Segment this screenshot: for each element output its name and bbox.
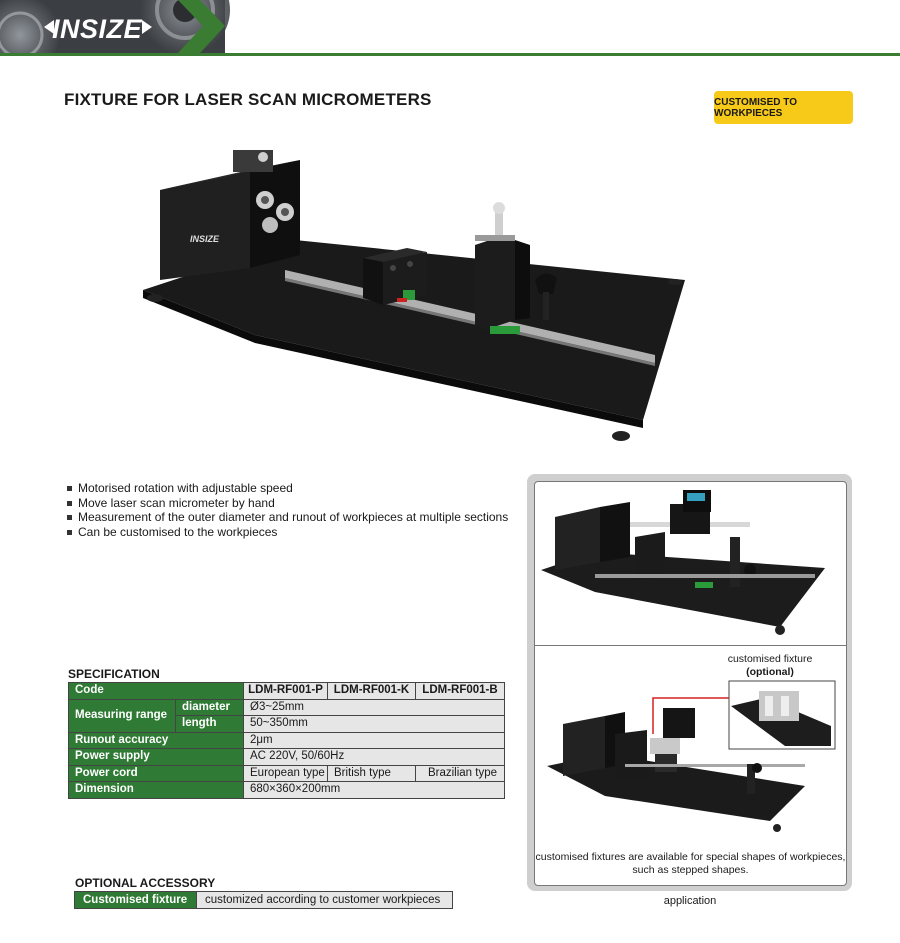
spec-power-cord-label: Power cord bbox=[69, 765, 244, 782]
header-rule bbox=[0, 53, 900, 56]
application-note bbox=[534, 851, 847, 877]
feature-item: Measurement of the outer diameter and runout of workpieces at multiple sections bbox=[66, 510, 508, 525]
spec-code-b: LDM-RF001-B bbox=[416, 683, 505, 700]
spec-diameter-label: diameter bbox=[176, 699, 244, 716]
table-row bbox=[69, 782, 505, 799]
optional-accessory-heading: OPTIONAL ACCESSORY bbox=[75, 876, 216, 890]
product-image bbox=[135, 130, 695, 450]
page-title: FIXTURE FOR LASER SCAN MICROMETERS bbox=[64, 90, 432, 109]
application-photo-top bbox=[535, 482, 845, 644]
spec-code-p: LDM-RF001-P bbox=[244, 683, 328, 700]
table-row bbox=[69, 732, 505, 749]
customised-badge: CUSTOMISED TO WORKPIECES bbox=[714, 91, 853, 124]
spec-power-cord-k: British type bbox=[328, 765, 416, 782]
spec-length-label: length bbox=[176, 716, 244, 733]
spec-diameter-value: Ø3~25mm bbox=[244, 699, 505, 716]
optional-accessory-table bbox=[74, 891, 453, 909]
spec-code-label: Code bbox=[69, 683, 244, 700]
feature-list bbox=[66, 481, 508, 539]
spec-runout-label: Runout accuracy bbox=[69, 732, 244, 749]
application-note-line1: customised fixtures are available for special shapes of workpieces, bbox=[535, 851, 846, 863]
optional-accessory-label: Customised fixture bbox=[75, 892, 197, 909]
spec-power-supply-label: Power supply bbox=[69, 749, 244, 766]
table-row bbox=[69, 699, 505, 716]
brand-logo: INSIZE bbox=[52, 14, 143, 44]
spec-length-value: 50~350mm bbox=[244, 716, 505, 733]
customised-fixture-text: customised fixture bbox=[727, 653, 813, 665]
spec-power-cord-p: European type bbox=[244, 765, 328, 782]
product-logo: INSIZE bbox=[190, 234, 220, 244]
feature-item: Move laser scan micrometer by hand bbox=[66, 496, 508, 511]
application-note-line2: such as stepped shapes. bbox=[632, 864, 749, 876]
application-caption: application bbox=[663, 895, 717, 907]
spec-heading: SPECIFICATION bbox=[68, 667, 160, 681]
table-row bbox=[69, 683, 505, 700]
feature-item: Motorised rotation with adjustable speed bbox=[66, 481, 508, 496]
spec-dimension-value: 680×360×200mm bbox=[244, 782, 505, 799]
table-row bbox=[69, 749, 505, 766]
spec-dimension-label: Dimension bbox=[69, 782, 244, 799]
application-photo-bottom bbox=[535, 646, 845, 846]
spec-runout-value: 2μm bbox=[244, 732, 505, 749]
spec-code-k: LDM-RF001-K bbox=[328, 683, 416, 700]
table-row bbox=[75, 892, 453, 909]
optional-accessory-value: customized according to customer workpieces bbox=[197, 892, 453, 909]
spec-measuring-range-label: Measuring range bbox=[69, 699, 176, 732]
table-row bbox=[69, 765, 505, 782]
spec-power-supply-value: AC 220V, 50/60Hz bbox=[244, 749, 505, 766]
feature-item: Can be customised to the workpieces bbox=[66, 525, 508, 540]
customised-fixture-optional: (optional) bbox=[746, 666, 794, 678]
spec-table bbox=[68, 682, 505, 799]
spec-power-cord-b: Brazilian type bbox=[416, 765, 505, 782]
